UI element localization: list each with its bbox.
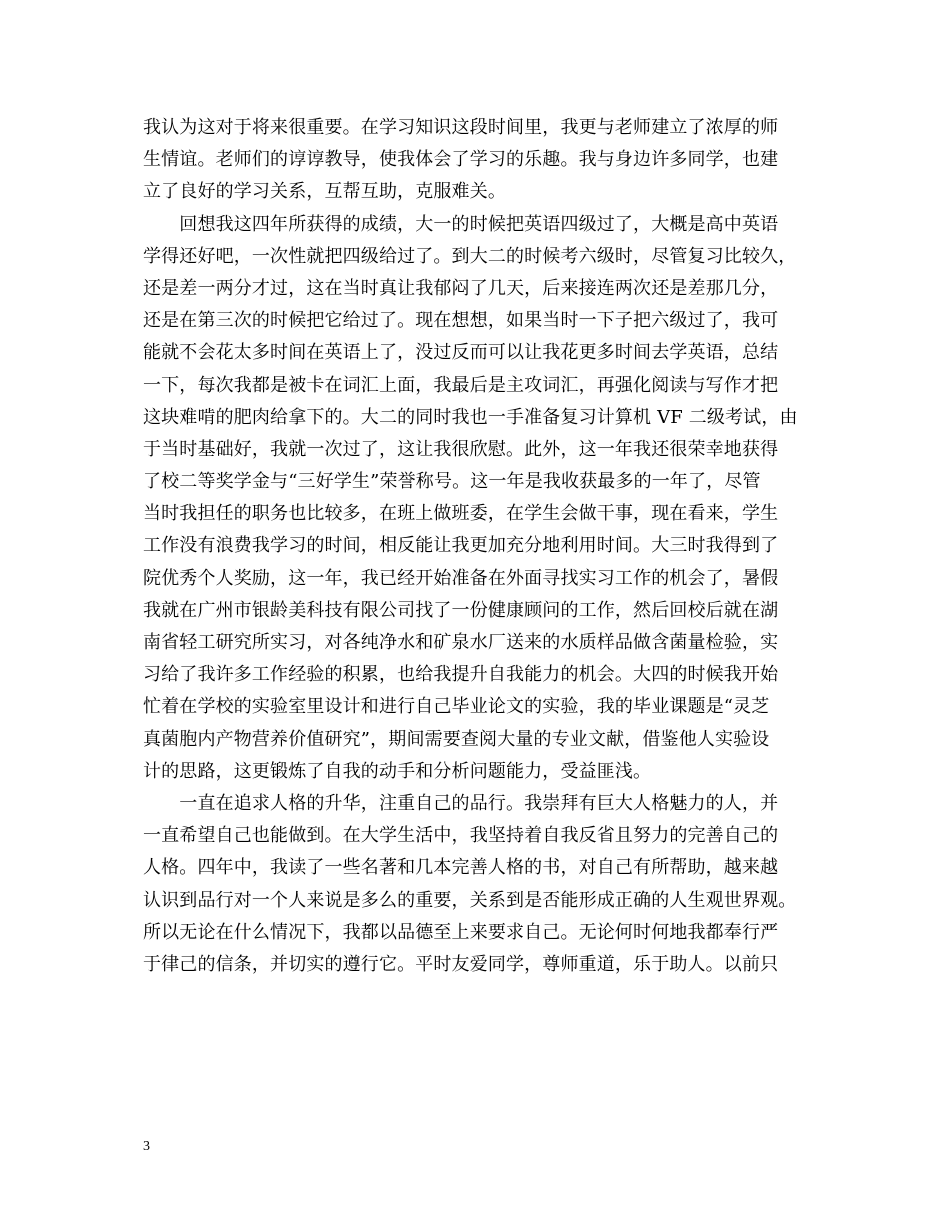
text-line: 一直在追求人格的升华，注重自己的品行。我崇拜有巨大人格魅力的人，并 (143, 792, 779, 814)
text-line: 学得还好吧，一次性就把四级给过了。到大二的时候考六级时，尽管复习比较久， (143, 245, 797, 267)
text-line: 于当时基础好，我就一次过了，这让我很欣慰。此外，这一年我还很荣幸地获得 (143, 438, 779, 460)
document-body (143, 112, 811, 981)
text-line: 工作没有浪费我学习的时间，相反能让我更加充分地利用时间。大三时我得到了 (143, 535, 779, 557)
text-line: 我认为这对于将来很重要。在学习知识这段时间里，我更与老师建立了浓厚的师 (143, 117, 779, 138)
text-line: 生情谊。老师们的谆谆教导，使我体会了学习的乐趣。我与身边许多同学，也建 (143, 149, 779, 171)
text-line: 忙着在学校的实验室里设计和进行自己毕业论文的实验，我的毕业课题是“灵芝 (143, 696, 770, 718)
text-line: 回想我这四年所获得的成绩，大一的时候把英语四级过了，大概是高中英语 (143, 213, 779, 235)
text-line: 还是在第三次的时候把它给过了。现在想想，如果当时一下子把六级过了，我可 (143, 310, 779, 332)
text-line: 能就不会花太多时间在英语上了，没过反而可以让我花更多时间去学英语，总结 (143, 342, 779, 364)
page-number: 3 (143, 1139, 150, 1154)
text-line: 一下，每次我都是被卡在词汇上面，我最后是主攻词汇，再强化阅读与写作才把 (143, 374, 779, 396)
text-line: 所以无论在什么情况下，我都以品德至上来要求自己。无论何时何地我都奉行严 (143, 921, 779, 943)
text-line: 一直希望自己也能做到。在大学生活中，我坚持着自我反省且努力的完善自己的 (143, 825, 779, 847)
text-line: 还是差一两分才过，这在当时真让我郁闷了几天，后来接连两次还是差那几分， (143, 277, 779, 299)
text-line: 立了良好的学习关系，互帮互助，克服难关。 (143, 181, 506, 203)
text-line: 计的思路，这更锻炼了自我的动手和分析问题能力，受益匪浅。 (143, 760, 652, 782)
text-line: 南省轻工研究所实习，对各纯净水和矿泉水厂送来的水质样品做含菌量检验，实 (143, 632, 779, 653)
text-line: 当时我担任的职务也比较多，在班上做班委，在学生会做干事，现在看来，学生 (143, 503, 779, 525)
text-line: 我就在广州市银龄美科技有限公司找了一份健康顾问的工作，然后回校后就在湖 (143, 599, 779, 621)
text-line: 习给了我许多工作经验的积累，也给我提升自我能力的机会。大四的时候我开始 (143, 664, 779, 686)
text-line: 于律己的信条，并切实的遵行它。平时友爱同学，尊师重道，乐于助人。以前只 (143, 953, 779, 975)
text-line: 认识到品行对一个人来说是多么的重要，关系到是否能形成正确的人生观世界观。 (143, 889, 797, 911)
text-line: 真菌胞内产物营养价值研究”，期间需要查阅大量的专业文献，借鉴他人实验设 (143, 728, 770, 750)
text-line: 这块难啃的肥肉给拿下的。大二的同时我也一手准备复习计算机 VF 二级考试，由 (143, 406, 798, 428)
text-line: 了校二等奖学金与“三好学生”荣誉称号。这一年是我收获最多的一年了，尽管 (143, 471, 761, 493)
text-line: 人格。四年中，我读了一些名著和几本完善人格的书，对自己有所帮助，越来越 (143, 857, 779, 879)
text-line: 院优秀个人奖励，这一年，我已经开始准备在外面寻找实习工作的机会了，暑假 (143, 567, 779, 589)
